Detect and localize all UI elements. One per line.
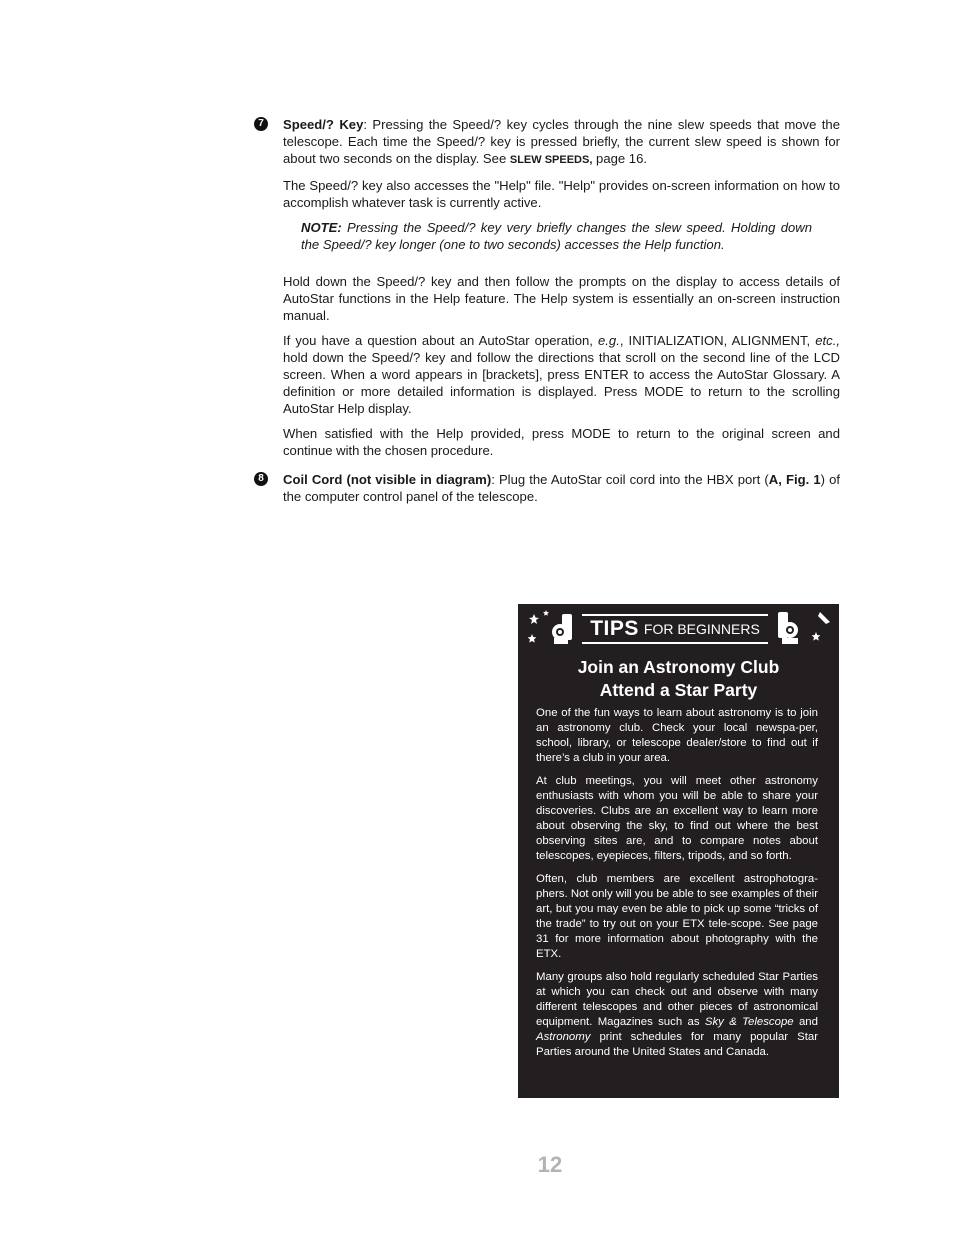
tips-logo-word: TIPS bbox=[590, 617, 639, 640]
help-prompts-paragraph: Hold down the Speed/? key and then follow the prompts on the display to access details of AutoStar functions in the Help feature. The Help system is essentially an on-screen instruction manual. bbox=[283, 274, 840, 323]
item-number-7: 7 bbox=[254, 117, 268, 131]
tips-paragraph-3: Often, club members are excellent astrophotogra-phers. Not only will you be able to see examples of their art, but you may even be able to pick up some “tricks of the trade” to try out on your ETX tele-scope. See page 31 for more information about photography with the ETX. bbox=[536, 873, 818, 960]
help-return-paragraph: When satisfied with the Help provided, press MODE to return to the original screen and continue with the chosen procedure. bbox=[283, 426, 840, 458]
speed-key-paragraph: Speed/? Key: Pressing the Speed/? key cycles through the nine slew speeds that move the telescope. Each time the Speed/? key is pressed briefly, the current slew speed is shown for about two seconds on the display. See SLEW SPEEDS, page 16. bbox=[283, 117, 840, 166]
tips-paragraph-2: At club meetings, you will meet other astronomy enthusiasts with whom you will be able to share your discoveries. Clubs are an excellent way to learn more about observing the sky, to find out where the best observing sites are, and to compare notes about telescopes, eyepieces, filters, tripods, and so forth. bbox=[536, 775, 818, 862]
telescope-right-icon bbox=[774, 608, 834, 650]
tips-logo-subtitle: FOR BEGINNERS bbox=[643, 621, 760, 637]
tips-header bbox=[518, 604, 839, 652]
help-file-paragraph: The Speed/? key also accesses the "Help" file. "Help" provides on-screen information on how to accomplish whatever task is currently active. bbox=[283, 178, 840, 210]
main-text bbox=[254, 116, 840, 513]
tips-paragraph-4: Many groups also hold regularly scheduled Star Parties at which you can check out and observe with many different telescopes and other pieces of astronomical equipment. Magazines such as Sky & Telescope and Astronomy print schedules for many popular Star Parties around the United States and Canada. bbox=[536, 971, 818, 1058]
help-details bbox=[254, 273, 840, 459]
tips-title: Join an Astronomy Club Attend a Star Party bbox=[577, 657, 780, 700]
tips-logo bbox=[582, 614, 768, 644]
item-speed-key bbox=[254, 116, 840, 211]
tips-box bbox=[518, 604, 839, 1098]
help-question-paragraph: If you have a question about an AutoStar operation, e.g., INITIALIZATION, ALIGNMENT, etc., hold down the Speed/? key and follow the directions that scroll on the second line of the LCD screen. When a word appears in [brackets], press ENTER to access the AutoStar Glossary. A definition or more detailed information is displayed. Press MODE to return to the scrolling AutoStar Help display. bbox=[283, 333, 840, 416]
telescope-left-icon bbox=[524, 608, 578, 650]
note: NOTE: Pressing the Speed/? key very briefly changes the slew speed. Holding down the Speed/? key longer (one to two seconds) accesses the Help function. bbox=[301, 220, 812, 252]
item-number-8: 8 bbox=[254, 472, 268, 486]
tips-body bbox=[518, 706, 839, 1060]
coil-cord-paragraph: Coil Cord (not visible in diagram): Plug the AutoStar coil cord into the HBX port (A, Fig. 1) of the computer control panel of the telescope. bbox=[283, 472, 841, 504]
page-number: 12 bbox=[537, 1152, 563, 1177]
tips-paragraph-1: One of the fun ways to learn about astronomy is to join an astronomy club. Check your local newspa-per, school, library, or telescope dealer/store to find out if there’s a club in your area. bbox=[536, 707, 818, 764]
item-coil-cord bbox=[254, 471, 840, 505]
